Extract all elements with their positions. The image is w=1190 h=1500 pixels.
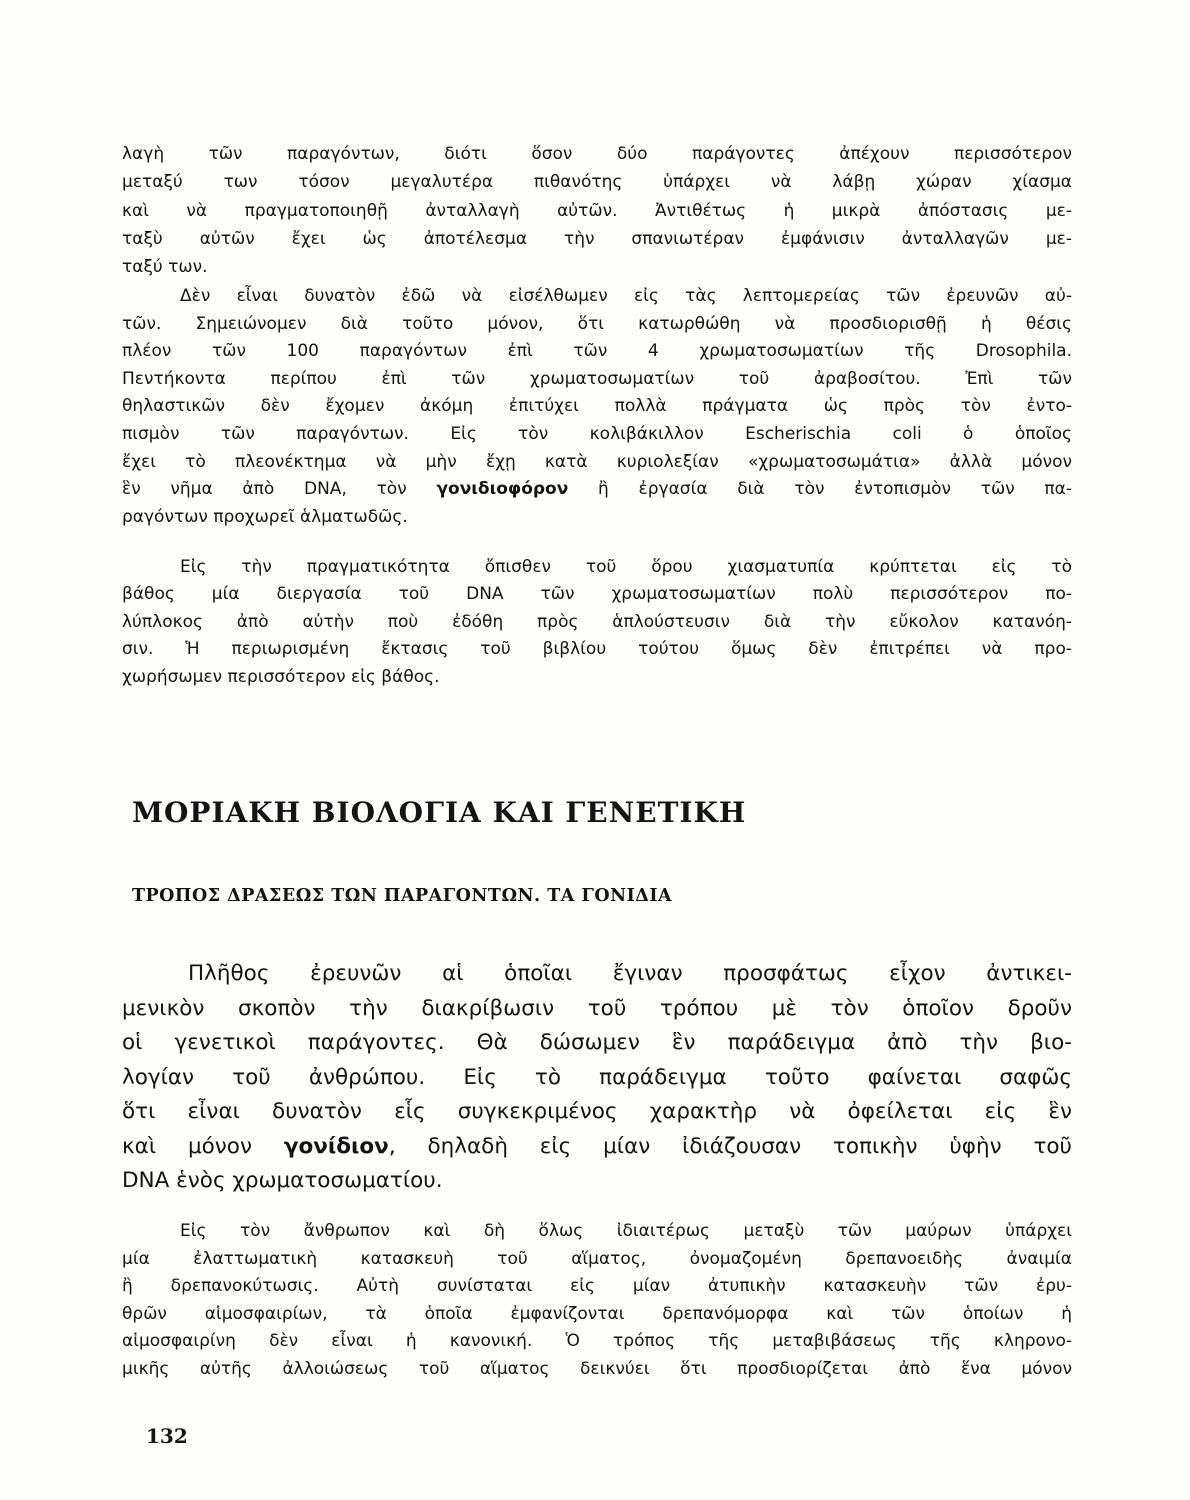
text-line: σιν. Ἡ περιωρισμένη ἔκτασις τοῦ βιβλίου τούτου ὅμως δὲν ἐπιτρέπει νὰ προ- [122, 639, 1072, 660]
paragraph-gene-action [122, 957, 1072, 1199]
text-line: μικῆς αὐτῆς ἀλλοιώσεως τοῦ αἵματος δεικνύει ὅτι προσδιορίζεται ἀπὸ ἕνα μόνον [122, 1358, 1072, 1379]
text-segment: ἢ ἐργασία διὰ τὸν ἐντοπισμὸν τῶν πα- [598, 479, 1072, 500]
text-line: ἔχει τὸ πλεονέκτημα νὰ μὴν ἔχῃ κατὰ κυριολεξίαν «χρωματοσωμάτια» ἀλλὰ μόνον [122, 451, 1072, 472]
paragraph-dna-process [122, 554, 1072, 691]
text-line: λογίαν τοῦ ἀνθρώπου. Εἰς τὸ παράδειγμα τοῦτο φαίνεται σαφῶς [122, 1064, 1072, 1090]
text-line: θρῶν αἱμοσφαιρίων, τὰ ὁποῖα ἐμφανίζονται δρεπανόμορφα καὶ τῶν ὁποίων ἡ [122, 1303, 1072, 1324]
text-line: καὶ νὰ πραγματοποιηθῇ ἀνταλλαγὴ αὐτῶν. Ἀντιθέτως ἡ μικρὰ ἀπόστασις με- [122, 200, 1072, 221]
text-line: μεταξύ των τόσον μεγαλυτέρα πιθανότης ὑπάρχει νὰ λάβῃ χώραν χίασμα [122, 172, 1072, 193]
text-line: οἱ γενετικοὶ παράγοντες. Θὰ δώσωμεν ἓν παράδειγμα ἀπὸ τὴν βιο- [122, 1030, 1072, 1055]
text-line: πλέον τῶν 100 παραγόντων ἐπὶ τῶν 4 χρωματοσωματίων τῆς Drosophila. [122, 341, 1072, 362]
text-line: μενικὸν σκοπὸν τὴν διακρίβωσιν τοῦ τρόπου μὲ τὸν ὁποῖον δροῦν [122, 995, 1072, 1021]
text-line: χωρήσωμεν περισσότερον εἰς βάθος. [122, 666, 440, 687]
chapter-heading: ΜΟΡΙΑΚΗ ΒΙΟΛΟΓΙΑ ΚΑΙ ΓΕΝΕΤΙΚΗ [132, 796, 747, 829]
text-line: μία ἐλαττωματικὴ κατασκευὴ τοῦ αἵματος, ὀνομαζομένη δρεπανοειδὴς ἀναιμία [122, 1248, 1072, 1269]
text-line-mixed [122, 1130, 1072, 1165]
paragraph-crossing-over [122, 140, 1072, 281]
text-line: λύπλοκος ἀπὸ αὐτὴν ποὺ ἐδόθη πρὸς ἁπλούστευσιν διὰ τὴν εὔκολον κατανόη- [122, 611, 1072, 632]
text-segment: ἓν νῆμα ἀπὸ DNA, τὸν [122, 479, 407, 500]
section-heading: ΤΡΟΠΟΣ ΔΡΑΣΕΩΣ ΤΩΝ ΠΑΡΑΓΟΝΤΩΝ. ΤΑ ΓΟΝΙΔΙΑ [132, 886, 673, 906]
text-line: βάθος μία διεργασία τοῦ DNA τῶν χρωματοσωματίων πολὺ περισσότερον πο- [122, 584, 1072, 605]
text-line: Πεντήκοντα περίπου ἐπὶ τῶν χρωματοσωματίων τοῦ ἀραβοσίτου. Ἐπὶ τῶν [122, 368, 1072, 389]
text-line: πισμὸν τῶν παραγόντων. Εἰς τὸν κολιβάκιλλον Escherischia coli ὁ ὁποῖος [122, 423, 1072, 444]
paragraph-gene-mapping [122, 283, 1072, 531]
text-line: Εἰς τὴν πραγματικότητα ὄπισθεν τοῦ ὅρου χιασματυπία κρύπτεται εἰς τὸ [180, 557, 1072, 577]
text-line: αἱμοσφαιρίνη δὲν εἶναι ἡ κανονική. Ὁ τρόπος τῆς μεταβιβάσεως τῆς κληρονο- [122, 1331, 1072, 1352]
text-line: ὅτι εἶναι δυνατὸν εἷς συγκεκριμένος χαρακτὴρ νὰ ὀφείλεται εἰς ἓν [122, 1099, 1072, 1124]
text-line: Δὲν εἶναι δυνατὸν ἐδῶ νὰ εἰσέλθωμεν εἰς τὰς λεπτομερείας τῶν ἐρευνῶν αὐ- [180, 286, 1072, 306]
text-line: ταξύ των. [122, 257, 208, 278]
paragraph-sickle-cell [122, 1218, 1072, 1384]
text-line: λαγὴ τῶν παραγόντων, διότι ὅσον δύο παράγοντες ἀπέχουν περισσότερον [122, 144, 1072, 164]
text-line: ἢ δρεπανοκύτωσις. Αὐτὴ συνίσταται εἰς μίαν ἀτυπικὴν κατασκευὴν τῶν ἐρυ- [122, 1276, 1072, 1297]
text-line: ταξὺ αὐτῶν ἔχει ὡς ἀποτέλεσμα τὴν σπανιωτέραν ἐμφάνισιν ἀνταλλαγῶν με- [122, 228, 1072, 249]
page-number: 132 [146, 1424, 188, 1448]
bold-term: γονιδιοφόρον [436, 479, 569, 500]
text-line: θηλαστικῶν δὲν ἔχομεν ἀκόμη ἐπιτύχει πολλὰ πράγματα ὡς πρὸς τὸν ἐντο- [122, 396, 1072, 417]
text-line: ραγόντων προχωρεῖ ἁλματωδῶς. [122, 506, 408, 527]
text-line: DNA ἑνὸς χρωματοσωματίου. [122, 1168, 443, 1193]
text-segment: καὶ μόνον [122, 1133, 252, 1159]
text-line: Πλῆθος ἐρευνῶν αἱ ὁποῖαι ἔγιναν προσφάτως εἶχον ἀντικει- [188, 961, 1072, 986]
bold-term: γονίδιον [283, 1133, 389, 1159]
text-line: τῶν. Σημειώνομεν διὰ τοῦτο μόνον, ὅτι κατωρθώθη νὰ προσδιορισθῇ ἡ θέσις [122, 313, 1072, 334]
text-segment: , δηλαδὴ εἰς μίαν ἰδιάζουσαν τοπικὴν ὑφὴν τοῦ [388, 1133, 1072, 1159]
text-line-mixed [122, 476, 1072, 504]
text-line: Εἰς τὸν ἄνθρωπον καὶ δὴ ὅλως ἰδιαιτέρως μεταξὺ τῶν μαύρων ὑπάρχει [180, 1221, 1072, 1241]
